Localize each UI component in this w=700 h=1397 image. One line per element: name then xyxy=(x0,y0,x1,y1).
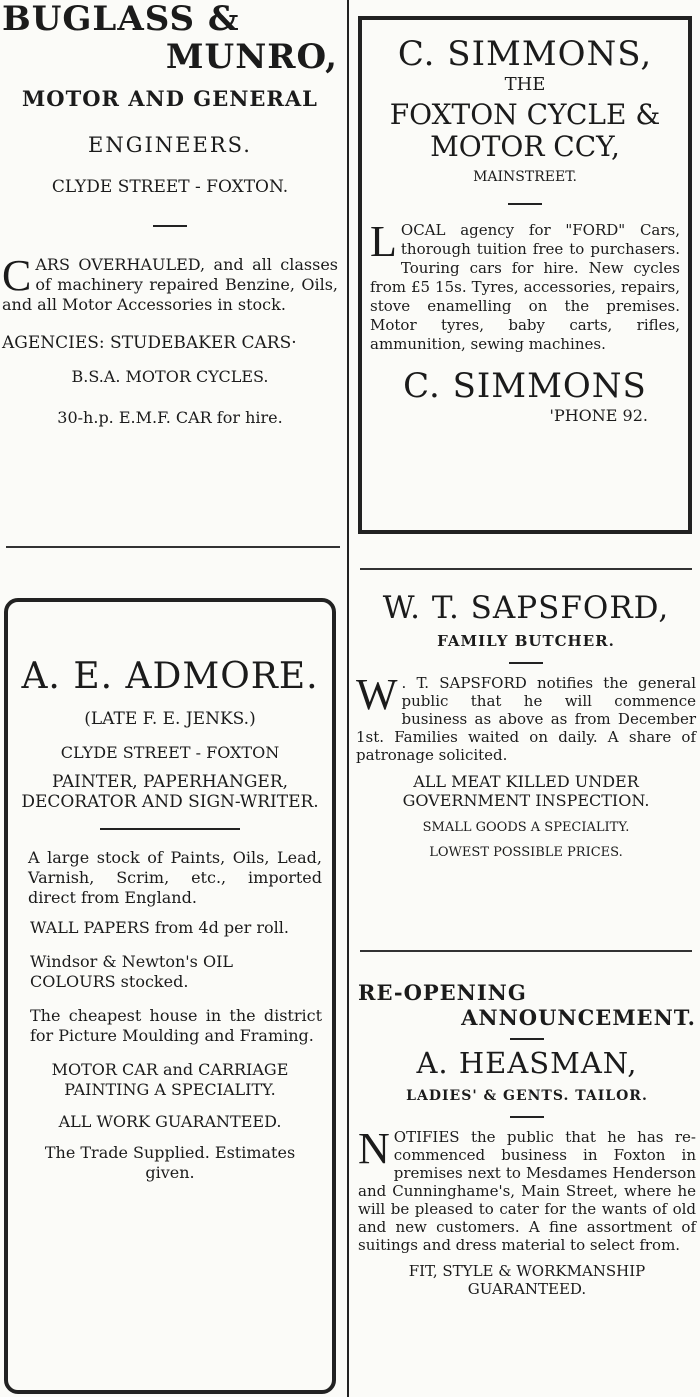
dropcap: N xyxy=(358,1124,390,1173)
buglass-trade: MOTOR AND GENERAL xyxy=(22,86,318,111)
buglass-name-line1: BUGLASS & xyxy=(2,0,240,39)
divider xyxy=(510,1038,544,1040)
sapsford-smallgoods: SMALL GOODS A SPECIALITY. xyxy=(422,820,630,835)
column-divider xyxy=(347,0,349,1397)
admore-motorcar: MOTOR CAR and CARRIAGE PAINTING A SPECIALITY. xyxy=(51,1060,289,1099)
admore-cheapest: The cheapest house in the district for Picture Moulding and Framing. xyxy=(30,1006,322,1045)
simmons-body xyxy=(370,217,680,354)
admore-name: A. E. ADMORE. xyxy=(21,656,319,697)
buglass-body-text: ARS OVERHAULED, and all classes of machinery repaired Benzine, Oils, and all Motor Accessories in stock. xyxy=(2,255,338,314)
admore-address: CLYDE STREET - FOXTON xyxy=(60,743,280,762)
rule-right-1 xyxy=(360,568,692,570)
ad-admore xyxy=(4,598,336,1394)
ad-heasman xyxy=(358,980,696,1298)
heasman-announcement: ANNOUNCEMENT. xyxy=(461,1005,696,1030)
simmons-phone: 'PHONE 92. xyxy=(549,406,648,425)
buglass-agencies-1: AGENCIES: STUDEBAKER CARS· xyxy=(2,333,297,353)
rule-right-2 xyxy=(360,950,692,952)
heasman-body xyxy=(358,1124,696,1254)
sapsford-name: W. T. SAPSFORD, xyxy=(382,590,670,626)
simmons-footer-name: C. SIMMONS xyxy=(403,366,647,406)
divider xyxy=(100,828,240,830)
heasman-reopening: RE-OPENING xyxy=(358,980,527,1005)
buglass-body xyxy=(2,251,338,315)
dropcap: C xyxy=(2,251,32,300)
admore-wallpapers: WALL PAPERS from 4d per roll. xyxy=(30,918,289,937)
buglass-name-line2: MUNRO, xyxy=(165,37,338,77)
ad-buglass-munro xyxy=(2,0,338,427)
sapsford-meat: ALL MEAT KILLED UNDER GOVERNMENT INSPECTION. xyxy=(402,772,650,810)
buglass-trade2: ENGINEERS. xyxy=(88,133,252,157)
ad-sapsford xyxy=(356,590,696,860)
heasman-trade: LADIES' & GENTS. TAILOR. xyxy=(406,1088,648,1104)
divider xyxy=(153,225,187,227)
rule-left-1 xyxy=(6,546,340,548)
sapsford-prices: LOWEST POSSIBLE PRICES. xyxy=(429,845,623,860)
admore-colours: Windsor & Newton's OIL COLOURS stocked. xyxy=(30,952,234,991)
sapsford-body xyxy=(356,670,696,764)
ad-simmons xyxy=(358,16,692,534)
buglass-agencies-2: B.S.A. MOTOR CYCLES. xyxy=(71,367,269,386)
dropcap: L xyxy=(370,217,397,266)
admore-stock: A large stock of Paints, Oils, Lead, Varnish, Scrim, etc., imported direct from England. xyxy=(28,848,322,907)
admore-trade: PAINTER, PAPERHANGER, DECORATOR AND SIGN-WRITER. xyxy=(21,772,319,812)
simmons-the: THE xyxy=(504,74,546,95)
divider xyxy=(508,203,542,205)
heasman-fit: FIT, STYLE & WORKMANSHIP GUARANTEED. xyxy=(408,1262,646,1298)
buglass-address: CLYDE STREET - FOXTON. xyxy=(51,177,289,197)
simmons-name: C. SIMMONS, xyxy=(397,34,653,74)
admore-guaranteed: ALL WORK GUARANTEED. xyxy=(58,1112,282,1131)
heasman-body-text: OTIFIES the public that he has re-commenced business in Foxton in premises next to Mesdames Henderson and Cunninghame's, Main Street, where he will be pleased to cater for the wants of old and new customers. A fine assortment of suitings and dress material to select from. xyxy=(358,1128,696,1254)
simmons-company-1: FOXTON CYCLE & xyxy=(389,98,661,131)
divider xyxy=(509,662,543,664)
simmons-body-text: OCAL agency for "FORD" Cars, thorough tuition free to purchasers. Touring cars for hire. New cycles from £5 15s. Tyres, accessories, repairs, stove enamelling on the premises. Motor tyres, baby carts, rifles, ammunition, sewing machines. xyxy=(370,221,680,353)
admore-trade-supplied: The Trade Supplied. Estimates given. xyxy=(44,1143,296,1182)
sapsford-trade: FAMILY BUTCHER. xyxy=(437,632,615,650)
sapsford-body-text: . T. SAPSFORD notifies the general public that he will commence business as above as from December 1st. Families waited on daily. A share of patronage solicited. xyxy=(356,674,696,764)
heasman-name: A. HEASMAN, xyxy=(416,1046,638,1080)
simmons-company-2: MOTOR CCY, xyxy=(430,130,620,163)
dropcap: W xyxy=(356,670,398,719)
buglass-hire: 30-h.p. E.M.F. CAR for hire. xyxy=(57,408,283,427)
simmons-street: MAINSTREET. xyxy=(473,169,577,185)
admore-late: (LATE F. E. JENKS.) xyxy=(84,709,256,729)
divider xyxy=(510,1116,544,1118)
